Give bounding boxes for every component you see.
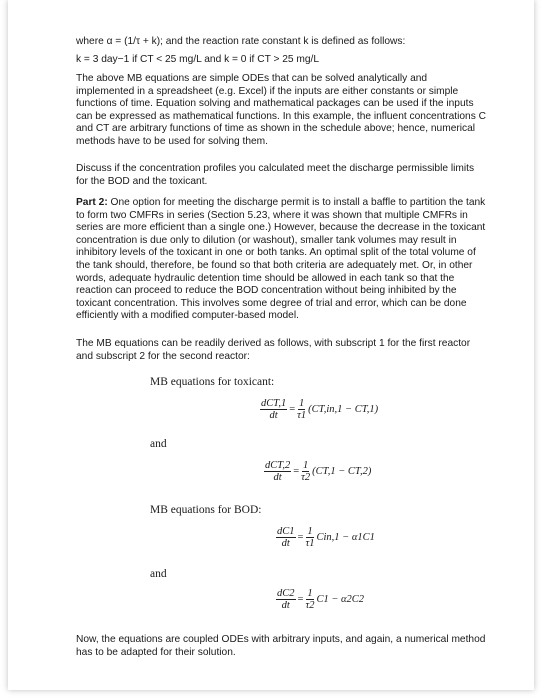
- paragraph-discuss: Discuss if the concentration profiles you calculated meet the discharge permissible limits for the BOD and the toxicant.: [76, 163, 475, 187]
- paragraph-conclusion: Now, the equations are coupled ODEs with arbitrary inputs, and again, a numerical method has to be adapted for their solution.: [76, 634, 486, 658]
- paragraph-part2: [76, 197, 488, 323]
- paragraph-mb-derivation: The MB equations can be readily derived as follows, with subscript 1 for the first reactor and subscript 2 for the second reactor:: [76, 338, 471, 362]
- heading-mb-bod: MB equations for BOD:: [150, 504, 262, 516]
- conjunction-and: and: [150, 568, 167, 580]
- equation-bod-1: $\frac{dC1}{dt}$ = $\frac{1}{\tau 1}$ Cin,1 − α1C1: [277, 526, 375, 549]
- equation-bod-2: $\frac{dC2}{dt}$ = $\frac{1}{\tau 2}$ C1 − α2C2: [277, 588, 365, 611]
- document-page: [8, 0, 534, 690]
- heading-mb-toxicant: MB equations for toxicant:: [150, 376, 275, 388]
- paragraph-ode-description: The above MB equations are simple ODEs that can be solved analytically and implemented in a spreadsheet (e.g. Excel) if the inputs are either constants or simple functions of time. Equation solving and mathematical packages can be used if the inputs can be expressed as mathematical functions. In this example, the influent concentrations C and CT are arbitrary functions of time as shown in the schedule above; hence, numerical methods have to be used for solving them.: [76, 73, 486, 147]
- conjunction-and: and: [150, 438, 167, 450]
- equation-toxicant-2: $\frac{\text{dCT,2}}{dt}$ = $\frac{1}{\tau 2}$ (CT,1 − CT,2): [265, 460, 372, 483]
- rate-constant-definition: k = 3 day−1 if CT < 25 mg/L and k = 0 if CT > 25 mg/L: [76, 54, 320, 65]
- rate-constant-line: [76, 54, 488, 67]
- part2-body: One option for meeting the discharge permit is to install a baffle to partition the tank to form two CMFRs in series (Section 5.23, where it was shown that multiple CMFRs in series are more efficient than a single one.) However, because the decrease in the toxicant concentration is due only to dilution (or washout), smaller tank volumes may result in inhibitory levels of the toxicant in one or both tanks. An optimal split of the total volume of the tank should, therefore, be found so that both criteria are adequately met. Or, in other words, adequate hydraulic detention time should be allowed in each tank so that the reaction can proceed to reduce the BOD concentration without being inhibited by the toxicant concentration. This involves some degree of trial and error, which can be done efficiently with a modified computer-based model.: [76, 197, 486, 322]
- part2-label: Part 2:: [76, 197, 108, 208]
- alpha-definition: where α = (1/τ + k); and the reaction rate constant k is defined as follows:: [76, 36, 406, 47]
- equation-toxicant-1: $\frac{\text{dCT,1}}{dt}$ = $\frac{1}{\tau 1}$ (CT,in,1 − CT,1): [261, 398, 379, 421]
- definition-line: [76, 36, 488, 49]
